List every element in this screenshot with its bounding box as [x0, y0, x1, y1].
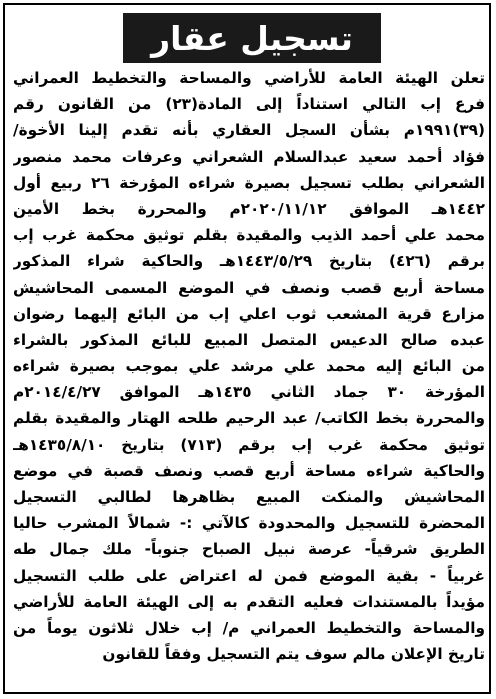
notice-line: برقم (٤٢٦) بتاريخ ١٤٤٣/٥/٢٩هـ والحاكية شراء المذكور	[13, 252, 485, 271]
notice-line: المحضرة للتسجيل والمحدودة كالآتي :- شمالاً المشرب حاليا	[13, 514, 485, 533]
notice-line: المحاشيش والمنكت المبيع بظاهرها لطالبي التسجيل	[13, 488, 485, 506]
notice-line: فؤاد أحمد سعيد عبدالسلام الشعراني وعرفات محمد منصور	[13, 147, 485, 166]
notice-line: الطريق شرقياً- عرصة نبيل الصباح جنوباً- ملك جمال طه	[13, 540, 485, 559]
notice-line: فرع إب التالي استناداً إلى المادة(٢٣) من القانون رقم	[13, 95, 485, 114]
notice-line: مساحة أربع قصب ونصف في الموضع المسمى المحاشيش	[13, 278, 485, 297]
notice-line: المؤرخة ٣٠ جماد الثاني ١٤٣٥هـ الموافق ٢٠١٤/٤/٢٧م	[13, 383, 485, 402]
notice-line: عبده صالح الدعيس المتصل المبيع للبائع المذكور بالشراء	[13, 330, 485, 349]
notice-body	[13, 65, 485, 667]
notice-line: والمساحة والتخطيط العمراني م/ إب خلال ثلاثون يوماً من	[13, 618, 485, 637]
notice-line: ١٤٤٢هـ الموافق ٢٠٢٠/١١/١٢م والمحررة بخط الأمين	[13, 199, 485, 218]
notice-line: تاريخ الإعلان مالم سوف يتم التسجيل وفقاً للقانون	[102, 645, 485, 664]
notice-line: محمد علي أحمد الذيب والمقيدة بقلم توثيق محكمة غرب إب	[13, 226, 485, 245]
notice-box	[3, 3, 491, 694]
notice-line: والحاكية شراءه مساحة أربع قصب ونصف قصبة في موضع	[13, 461, 485, 480]
notice-line: الشعراني بطلب تسجيل بصيرة شراءه المؤرخة ٢٦ ربيع أول	[13, 173, 485, 192]
notice-line: من البائع إليه محمد علي مرشد علي بموجب بصيرة شراءه	[13, 357, 485, 376]
notice-line: توثيق محكمة غرب إب برقم (٧١٣) بتاريخ ١٤٣٥/٨/١٠هـ	[13, 435, 485, 454]
notice-line: غربياً - بقية الموضع فمن له اعتراض على طلب التسجيل	[13, 566, 485, 585]
notice-line: مؤيداً بالمستندات فعليه التقدم به إلى الهيئة العامة للأراضي	[13, 592, 485, 611]
notice-title: تسجيل عقار	[123, 13, 381, 63]
notice-line: مزارع قرية المشعب ثوب اعلي إب من البائع إليهما رضوان	[13, 304, 485, 323]
notice-line: (٣٩)١٩٩١م بشأن السجل العقاري بأنه تقدم إلينا الأخوة/	[13, 121, 485, 140]
notice-line: والمحررة بخط الكاتب/ عبد الرحيم طلحه الهتار والمقيدة بقلم	[13, 409, 485, 428]
notice-line: تعلن الهيئة العامة للأراضي والمساحة والتخطيط العمراني	[13, 69, 485, 87]
